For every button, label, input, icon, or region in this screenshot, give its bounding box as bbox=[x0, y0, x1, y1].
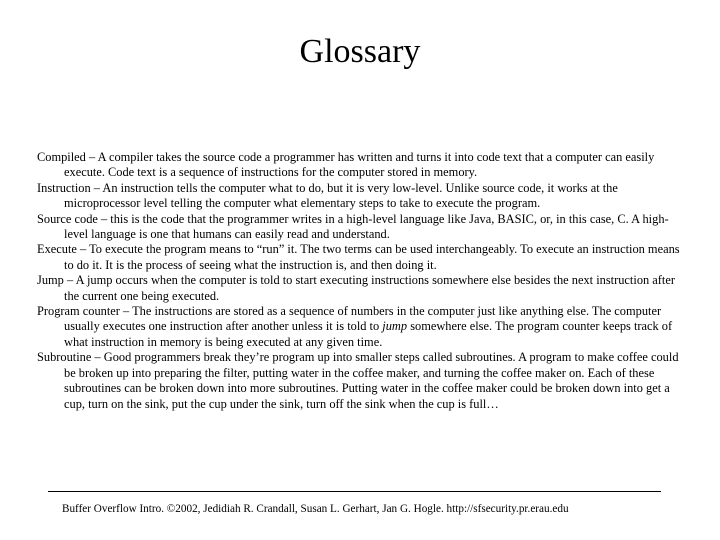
glossary-term: Instruction bbox=[37, 180, 91, 195]
glossary-term: Source code bbox=[37, 211, 98, 226]
term-separator: – bbox=[91, 350, 104, 365]
emphasized-word: jump bbox=[382, 319, 408, 334]
glossary-entry-program-counter bbox=[37, 304, 685, 350]
slide-title: Glossary bbox=[299, 33, 421, 70]
glossary-entry-source-code bbox=[37, 212, 685, 243]
glossary-term: Program counter bbox=[37, 304, 120, 319]
glossary-term: Subroutine bbox=[37, 350, 92, 365]
glossary-entry-compiled bbox=[37, 150, 685, 181]
glossary-definition: this is the code that the programmer writes in a high-level language like Java, BASIC, or, in this case, C. A high-level language is one that humans can easily read and understand. bbox=[64, 211, 669, 242]
glossary-entry-instruction bbox=[37, 181, 685, 212]
glossary-definition: Good programmers break they’re program up into smaller steps called subroutines. A program to make coffee could be broken up into preparing the filter, putting water in the coffee maker, and turning the coffee maker on. Each of these subroutines can be broken down into more subroutines. Putting water in the coffee maker could be broken down into get a cup, turn on the sink, put the cup under the sink, turn off the sink when the cup is full… bbox=[64, 350, 679, 411]
glossary-definition: To execute the program means to “run” it. The two terms can be used interchangeably. To execute an instruction means to do it. It is the process of seeing what the instruction is, and then doing it. bbox=[64, 242, 680, 272]
term-separator: – bbox=[76, 242, 90, 257]
glossary-entry-execute bbox=[37, 242, 685, 273]
term-separator: – bbox=[97, 211, 111, 226]
term-separator: – bbox=[63, 273, 76, 288]
glossary-definition: An instruction tells the computer what to do, but it is very low-level. Unlike source code, it works at the microprocessor level telling the computer what elementary steps to take to execute the program. bbox=[64, 180, 618, 211]
glossary-entry-subroutine bbox=[37, 350, 685, 412]
footer-divider bbox=[48, 491, 661, 492]
term-separator: – bbox=[119, 304, 133, 319]
term-separator: – bbox=[90, 180, 103, 195]
footer-text: Buffer Overflow Intro. ©2002, Jedidiah R. Crandall, Susan L. Gerhart, Jan G. Hogle. http://sfsecurity.pr.erau.edu bbox=[62, 503, 569, 515]
glossary-term: Execute bbox=[37, 242, 77, 257]
glossary-definition: A jump occurs when the computer is told to start executing instructions somewhere else besides the next instruction after the current one being executed. bbox=[64, 273, 675, 303]
glossary-list bbox=[37, 150, 685, 412]
glossary-term: Jump bbox=[37, 273, 64, 288]
glossary-entry-jump bbox=[37, 273, 685, 304]
glossary-definition: A compiler takes the source code a programmer has written and turns it into code text that a computer can easily execute. Code text is a sequence of instructions for the computer stored in memory. bbox=[64, 150, 655, 180]
glossary-definition-continued: somewhere else. The program counter keeps track of what instruction in memory is being executed at any given time. bbox=[64, 319, 673, 349]
glossary-definition: The instructions are stored as a sequence of numbers in the computer just like anything else. The computer usually executes one instruction after another unless it is told to bbox=[64, 304, 662, 334]
term-separator: – bbox=[85, 150, 98, 164]
glossary-term: Compiled bbox=[37, 150, 86, 164]
